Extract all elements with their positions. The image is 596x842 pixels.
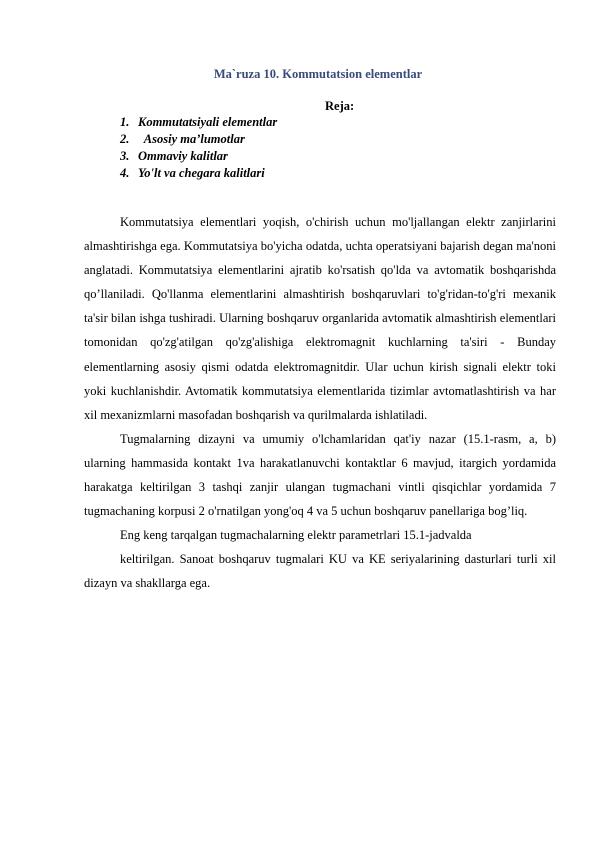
paragraph: Tugmalarning dizayni va umumiy o'lchamlaridan qat'iy nazar (15.1-rasm, a, b) ularning hammasida kontakt 1va harakatlanuvchi kontaktlar 6 mavjud, itargich yordamida harakatga keltirilgan 3 tashqi zanjir ulangan tugmachani vintli qisqichlar yordamida 7 tugmachaning korpusi 2 o'rnatilgan yong'oq 4 va 5 uchun boshqaruv panellariga bog’liq. — [84, 431, 556, 519]
plan-item: 1. Kommutatsiyali elementlar — [120, 115, 278, 129]
plan-item: 3. Ommaviy kalitlar — [120, 149, 228, 163]
paragraph: Kommutatsiya elementlari yoqish, o'chirish uchun mo'ljallangan elektr zanjirlarini almashtirishga ega. Kommutatsiya bo'yicha odatda, uchta operatsiyani bajarish degan ma'noni anglatadi. Kommutatsiya elementlarini ajratib ko'rsatish qo'lda va avtomatik boshqarishda qo’llaniladi. Qo'llanma elementlarini almashtirish boshqaruvlari to'g'ridan-to'g'ri mexanik ta'sir bilan ishga tushiradi. Ularning boshqaruv organlarida avtomatik almashtirish elementlari tomonidan qo'zg'atilgan qo'zg'alishiga elektromagnit kuchlarning ta'siri - Bunday elementlarning asosiy qismi odatda elektromagnitdir. Ular uchun kirish signali elektr toki yoki kuchlanishdir. Avtomatik kommutatsiya elementlarida tizimlar avtomatlashtirish va har xil mexanizmlarni masofadan boshqarish va qurilmalarda ishlatiladi. — [84, 215, 556, 422]
paragraph: keltirilgan. Sanoat boshqaruv tugmalari KU va KE seriyalarining dasturlari turli xil dizayn va shakllarga ega. — [84, 552, 556, 591]
plan-list — [120, 114, 277, 182]
paragraph: Eng keng tarqalgan tugmachalarning elektr parametrlari 15.1-jadvalda — [120, 528, 472, 543]
body-text — [84, 210, 556, 596]
plan-item: 2. Asosiy ma’lumotlar — [120, 132, 245, 146]
plan-item: 4. Yo'lt va chegara kalitlari — [120, 166, 265, 180]
plan-heading: Reja: — [325, 99, 355, 113]
lecture-title: Ma`ruza 10. Kommutatsion elementlar — [213, 67, 423, 81]
